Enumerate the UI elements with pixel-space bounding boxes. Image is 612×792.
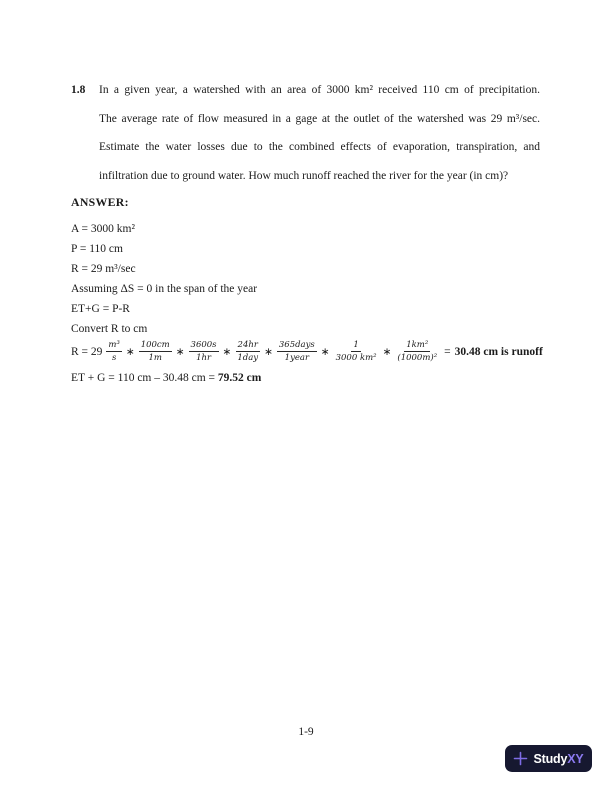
multiply-operator: ∗ xyxy=(320,346,330,358)
denominator: 1m xyxy=(148,352,162,363)
numerator: 24hr xyxy=(236,340,260,352)
numerator: m³ xyxy=(106,340,121,352)
equation-lead: R = 29 xyxy=(71,345,103,358)
problem-text-line: infiltration due to ground water. How much runoff reached the river for the year (in cm)? xyxy=(99,169,509,182)
answer-line-flow: R = 29 m³/sec xyxy=(71,263,136,275)
multiply-operator: ∗ xyxy=(175,346,185,358)
denominator: 3000 km² xyxy=(335,352,377,363)
answer-heading: ANSWER: xyxy=(71,195,129,209)
answer-line-assumption: Assuming ΔS = 0 in the span of the year xyxy=(71,283,258,295)
numerator: 3600s xyxy=(189,340,219,352)
fraction xyxy=(139,340,172,363)
denominator: s xyxy=(111,352,117,363)
multiply-operator: ∗ xyxy=(222,346,232,358)
logo-text-study: Study xyxy=(533,751,568,766)
problem-text-line: The average rate of flow measured in a gage at the outlet of the watershed was 29 m³/sec. xyxy=(99,112,540,125)
denominator: (1000m)² xyxy=(397,352,438,363)
logo-text xyxy=(533,752,583,766)
fraction xyxy=(334,340,379,363)
numerator: 1km² xyxy=(404,340,430,352)
answer-line-balance: ET+G = P-R xyxy=(71,303,130,315)
final-equation-prefix: ET + G = 110 cm – 30.48 cm = xyxy=(71,372,218,384)
answer-work xyxy=(71,219,257,339)
equals-sign: = xyxy=(444,345,451,358)
numerator: 365days xyxy=(277,340,317,352)
denominator: 1hr xyxy=(196,352,212,363)
denominator: 1day xyxy=(237,352,259,363)
problem-text xyxy=(99,76,540,190)
fraction xyxy=(395,340,439,363)
multiply-operator: ∗ xyxy=(382,346,392,358)
numerator: 1 xyxy=(351,340,360,352)
answer-line-precipitation: P = 110 cm xyxy=(71,243,123,255)
problem-statement xyxy=(71,76,540,190)
plus-icon xyxy=(513,751,528,766)
multiply-operator: ∗ xyxy=(264,346,273,358)
answer-line-area: A = 3000 km² xyxy=(71,223,135,235)
logo-text-xy: XY xyxy=(567,751,584,766)
final-equation xyxy=(71,370,261,386)
fraction xyxy=(106,340,121,363)
answer-line-convert: Convert R to cm xyxy=(71,323,148,335)
conversion-equation xyxy=(71,340,543,363)
numerator: 100cm xyxy=(139,340,172,352)
equation-result: 30.48 cm is runoff xyxy=(454,345,543,358)
final-equation-result: 79.52 cm xyxy=(217,372,262,384)
problem-text-line: In a given year, a watershed with an area of 3000 km² received 110 cm of precipitation. xyxy=(99,84,540,96)
problem-number: 1.8 xyxy=(71,84,86,96)
problem-text-line: Estimate the water losses due to the combined effects of evaporation, transpiration, and xyxy=(99,141,540,153)
fraction xyxy=(189,340,219,363)
fraction xyxy=(235,340,260,363)
multiply-operator: ∗ xyxy=(125,346,135,358)
fraction xyxy=(277,340,317,363)
denominator: 1year xyxy=(284,352,310,363)
studyxy-logo xyxy=(505,745,592,772)
page-number: 1-9 xyxy=(298,726,314,738)
